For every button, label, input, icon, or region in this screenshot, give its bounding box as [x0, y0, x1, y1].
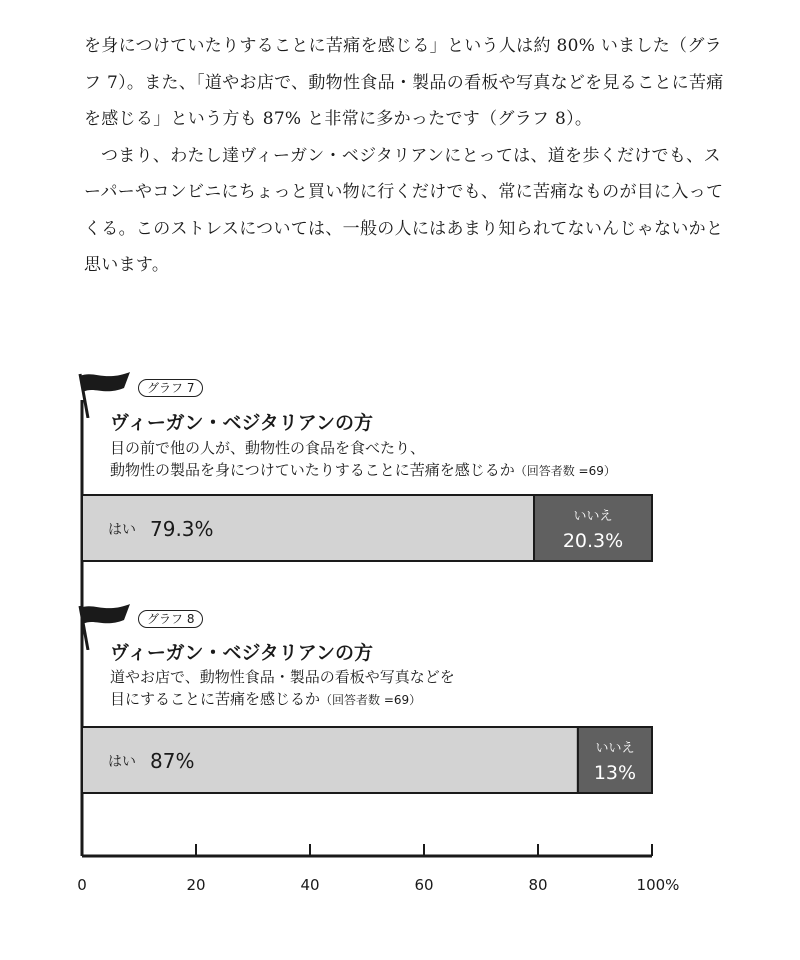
x-tick-label: 40	[300, 876, 320, 894]
respondents-note: （回答者数 =69）	[514, 464, 616, 478]
bar-no-name: いいえ	[595, 741, 635, 756]
respondents-note: （回答者数 =69）	[320, 693, 422, 707]
paragraph-1: を身につけていたりすることに苦痛を感じる」という人は約 80% いました（グラフ 7）。また、「道やお店で、動物性食品・製品の看板や写真などを見ることに苦痛を感じる」という方も 87% と非常に多かったです（グラフ 8）。	[84, 36, 724, 129]
x-tick-label: 80	[528, 876, 548, 894]
bar-yes-name: はい	[108, 522, 136, 538]
chart-title: ヴィーガン・ベジタリアンの方	[110, 412, 373, 434]
chart-tag: グラフ 7	[138, 379, 203, 397]
x-tick-label: 60	[414, 876, 434, 894]
bar-no-name: いいえ	[573, 509, 613, 524]
bar-no-value: 13%	[593, 762, 637, 784]
subtitle-line: 動物性の製品を身につけていたりすることに苦痛を感じるか	[110, 461, 515, 479]
paragraph-2: つまり、わたし達ヴィーガン・ベジタリアンにとっては、道を歩くだけでも、スーパーやコンビニにちょっと買い物に行くだけでも、常に苦痛なものが目に入ってくる。このストレスについては、一般の人にはあまり知られてないんじゃないかと思います。	[84, 145, 724, 275]
x-tick-label: 20	[186, 876, 206, 894]
x-tick-label: 100%	[636, 876, 680, 894]
bar-yes-value: 87%	[150, 749, 195, 773]
subtitle-line: 道やお店で、動物性食品・製品の看板や写真などを	[110, 668, 455, 686]
subtitle-line: 目の前で他の人が、動物性の食品を食べたり、	[110, 439, 426, 457]
x-tick-label: 0	[77, 876, 87, 894]
chart-title: ヴィーガン・ベジタリアンの方	[110, 642, 373, 664]
bar-yes-name: はい	[108, 754, 136, 770]
bar-yes-value: 79.3%	[150, 517, 214, 541]
subtitle-line: 目にすることに苦痛を感じるか	[110, 690, 321, 708]
bar-no-value: 20.3%	[562, 530, 624, 552]
chart-tag: グラフ 8	[138, 610, 203, 628]
